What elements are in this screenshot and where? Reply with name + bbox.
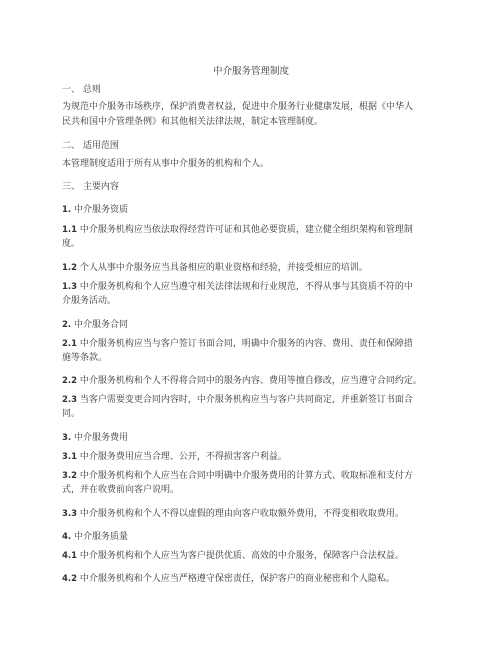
document-line [62, 281, 452, 294]
document-line [62, 508, 452, 521]
section-number: 1.3 [62, 282, 78, 292]
document-line [62, 375, 452, 388]
line-text: 中介服务费用 [71, 433, 129, 443]
line-text: 中介服务机构和个人应当为客户提供优质、高效的中介服务，保障客户合法权益。 [77, 551, 404, 561]
document-line [62, 295, 452, 308]
line-text: 式，并在收费前向客户说明。 [62, 485, 180, 495]
section-number: 4. [62, 532, 72, 542]
document-line [62, 484, 452, 497]
section-number: 4.2 [62, 574, 78, 584]
line-text: 三、 主要内容 [62, 182, 119, 192]
line-text: 二、 适用范围 [62, 141, 119, 151]
document-line [62, 238, 452, 251]
document-line [62, 116, 452, 129]
line-text: 为规范中介服务市场秩序，保护消费者权益，促进中介服务行业健康发展，根据《中华人 [62, 102, 414, 112]
document-line [62, 204, 452, 217]
document-line [62, 338, 452, 351]
line-text: 一、 总则 [62, 85, 101, 95]
section-number: 3.2 [62, 471, 78, 481]
document-line [62, 408, 452, 421]
section-number: 3. [62, 433, 72, 443]
line-text: 同。 [62, 409, 81, 419]
document-line [62, 158, 452, 171]
line-text: 中介服务机构应当依法取得经营许可证和其他必要资质，建立健全组织架构和管理制 [77, 225, 413, 235]
document-line [62, 394, 452, 407]
document-line [62, 352, 452, 365]
line-text: 中介服务机构应当与客户签订书面合同，明确中介服务的内容、费用、责任和保障措 [77, 339, 413, 349]
document-line [62, 451, 452, 464]
section-number: 2. [62, 320, 72, 330]
section-number: 1.1 [62, 225, 78, 235]
line-text: 中介服务机构和个人应当在合同中明确中介服务费用的计算方式、收取标准和支付方 [77, 471, 413, 481]
section-number: 3.1 [62, 452, 78, 462]
section-number: 2.3 [62, 395, 78, 405]
document-line [62, 84, 452, 97]
section-number: 4.1 [62, 551, 78, 561]
line-text: 中介服务合同 [71, 320, 129, 330]
document-line [62, 262, 452, 275]
document-line [62, 432, 452, 445]
document-line [62, 531, 452, 544]
line-text: 介服务活动。 [62, 296, 117, 306]
document-line [62, 573, 452, 586]
section-number: 1. [62, 205, 72, 215]
section-number: 2.2 [62, 376, 78, 386]
document-line [62, 550, 452, 563]
document-line [62, 470, 452, 483]
line-text: 个人从事中介服务应当具备相应的职业资格和经验，并接受相应的培训。 [77, 263, 368, 273]
document-line [62, 101, 452, 114]
line-text: 中介服务机构和个人应当遵守相关法律法规和行业规范，不得从事与其资质不符的中 [77, 282, 413, 292]
line-text: 中介服务机构和个人不得将合同中的服务内容、费用等擅自修改，应当遵守合同约定。 [77, 376, 422, 386]
line-text: 当客户需要变更合同内容时，中介服务机构应当与客户共同商定，并重新签订书面合 [77, 395, 413, 405]
line-text: 中介服务资质 [71, 205, 129, 215]
section-number: 2.1 [62, 339, 78, 349]
line-text: 中介服务机构和个人不得以虚假的理由向客户收取额外费用，不得变相收取费用。 [77, 509, 404, 519]
line-text: 中介服务费用应当合理、公开，不得损害客户利益。 [77, 452, 287, 462]
line-text: 度。 [62, 239, 81, 249]
document-line [62, 181, 452, 194]
section-number: 1.2 [62, 263, 78, 273]
line-text: 施等条款。 [62, 353, 108, 363]
document-line [62, 224, 452, 237]
line-text: 本管理制度适用于所有从事中介服务的机构和个人。 [62, 159, 270, 169]
line-text: 民共和国中介管理条例》和其他相关法律法规，制定本管理制度。 [62, 117, 324, 127]
document-line [62, 140, 452, 153]
document-line [62, 319, 452, 332]
line-text: 中介服务机构和个人应当严格遵守保密责任，保护客户的商业秘密和个人隐私。 [77, 574, 395, 584]
section-number: 3.3 [62, 509, 78, 519]
line-text: 中介服务质量 [71, 532, 129, 542]
document-title: 中介服务管理制度 [212, 66, 289, 77]
